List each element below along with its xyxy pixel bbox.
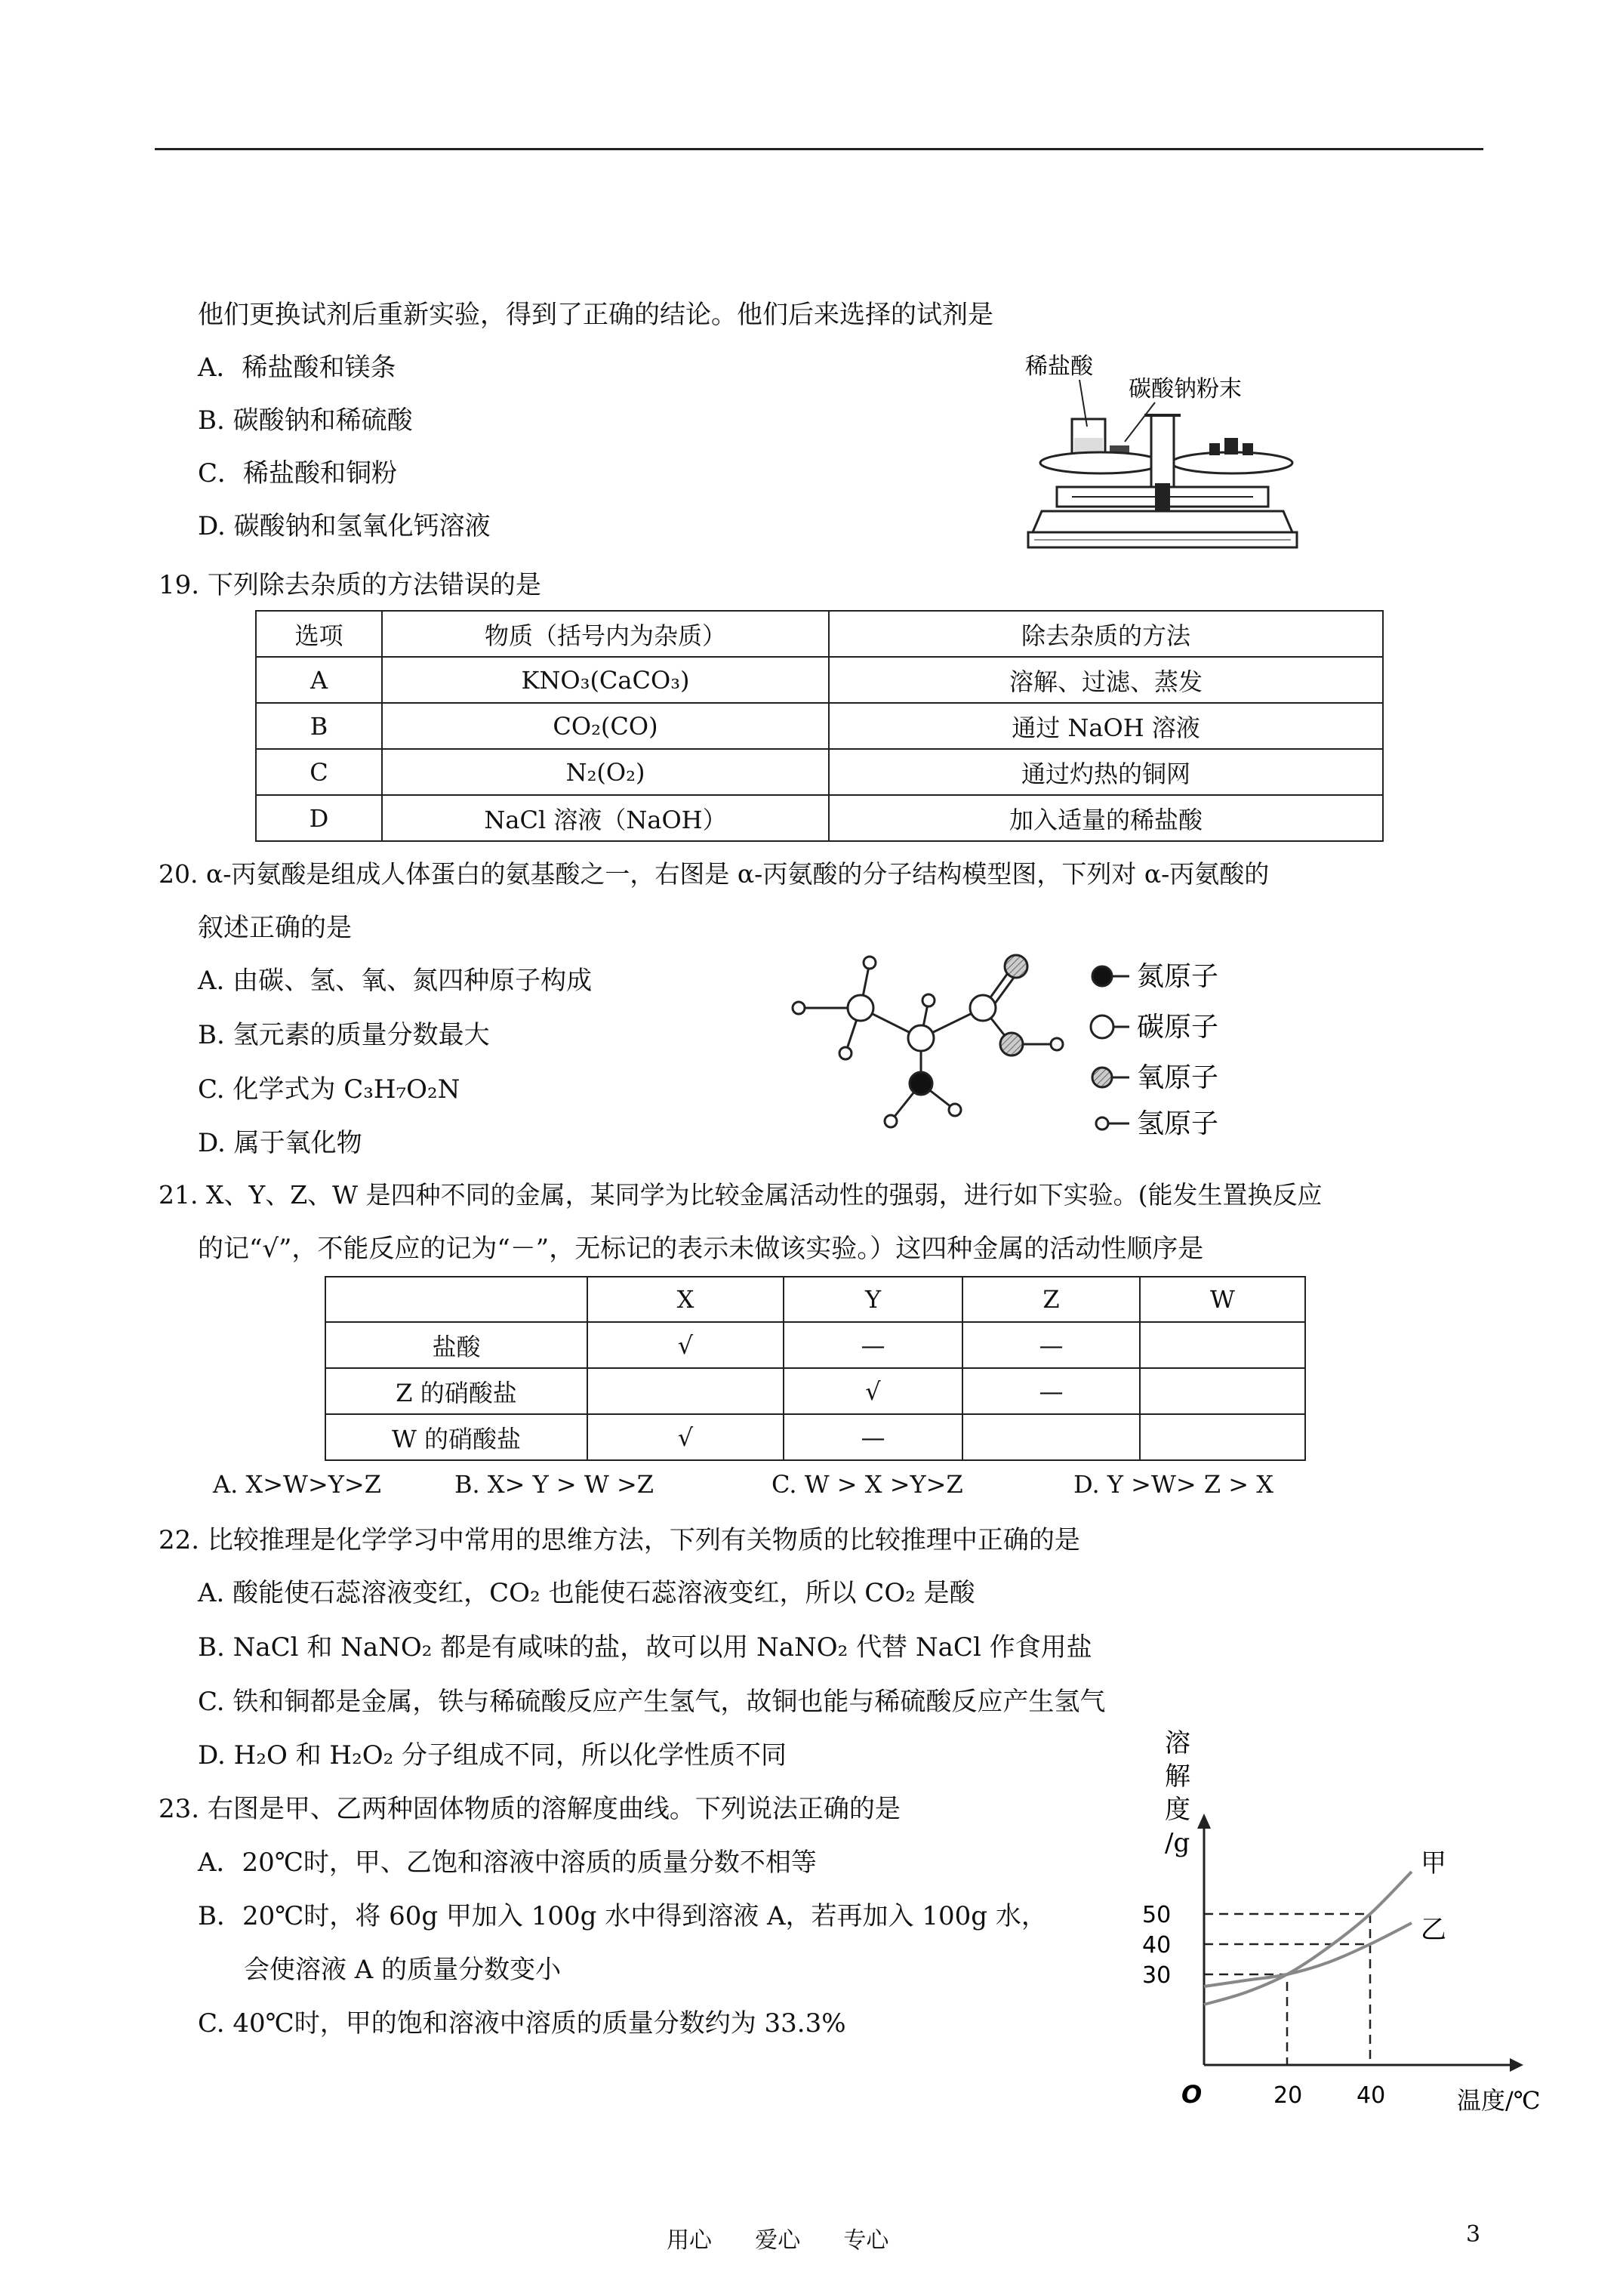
table-cell: Y [784, 1277, 962, 1322]
q22-option-b: B. NaCl 和 NaNO₂ 都是有咸味的盐，故可以用 NaNO₂ 代替 NaCl 作食用盐 [198, 1632, 1092, 1663]
q18-option-d: D. 碳酸钠和氢氧化钙溶液 [198, 511, 491, 541]
table-cell: — [962, 1368, 1140, 1414]
q21-option-b: B. X> Y > W >Z [454, 1470, 654, 1499]
q18-option-b: B. 碳酸钠和稀硫酸 [198, 405, 413, 436]
table-cell: A [256, 657, 382, 703]
q21-stem-line1: 21. X、Y、Z、W 是四种不同的金属，某同学为比较金属活动性的强弱，进行如下实验。(能发生置换反应 [159, 1180, 1323, 1210]
q21-table [325, 1276, 1306, 1461]
q19-table [255, 610, 1384, 842]
table-cell: X [587, 1277, 784, 1322]
q22-option-a: A. 酸能使石蕊溶液变红，CO₂ 也能使石蕊溶液变红，所以 CO₂ 是酸 [198, 1578, 975, 1608]
origin-label: O [1181, 2080, 1203, 2109]
label-powder: 碳酸钠粉末 [1129, 376, 1242, 402]
q20-option-b: B. 氢元素的质量分数最大 [198, 1020, 490, 1050]
table-cell [325, 1277, 587, 1322]
table-row [256, 657, 1383, 703]
y-axis-arrow [1197, 1814, 1211, 1829]
y-tick-label: 40 [1142, 1932, 1172, 1959]
series-label: 乙 [1421, 1915, 1446, 1945]
table-cell: 物质（括号内为杂质） [382, 611, 829, 657]
page-number: 3 [1466, 2221, 1481, 2248]
table-cell: W 的硝酸盐 [325, 1414, 587, 1460]
x-axis-arrow [1510, 2058, 1523, 2072]
table-cell [587, 1368, 784, 1414]
table-row [325, 1322, 1305, 1368]
table-cell: W [1140, 1277, 1305, 1322]
table-cell: NaCl 溶液（NaOH） [382, 795, 829, 841]
label-acid: 稀盐酸 [1025, 353, 1093, 380]
table-cell: B [256, 703, 382, 749]
table-cell: N₂(O₂) [382, 749, 829, 795]
q21-stem-line2: 的记“√”，不能反应的记为“－”，无标记的表示未做该实验。）这四种金属的活动性顺序是 [198, 1234, 1204, 1264]
table-cell: 除去杂质的方法 [829, 611, 1383, 657]
q23-option-b-line1: B．20℃时，将 60g 甲加入 100g 水中得到溶液 A，若再加入 100g 水， [198, 1901, 1047, 1931]
table-cell: 通过 NaOH 溶液 [829, 703, 1383, 749]
header-rule [155, 148, 1483, 150]
q18-option-c: C．稀盐酸和铜粉 [198, 458, 398, 488]
balance-figure [1012, 344, 1298, 593]
legend-oxygen: 氧原子 [1137, 1062, 1219, 1093]
table-row [325, 1277, 1305, 1322]
y-axis-label: 度 [1165, 1795, 1190, 1825]
q19-stem: 19. 下列除去杂质的方法错误的是 [159, 570, 541, 600]
table-row [256, 749, 1383, 795]
table-cell: 通过灼热的铜网 [829, 749, 1383, 795]
table-cell [962, 1414, 1140, 1460]
q23-option-a: A．20℃时，甲、乙饱和溶液中溶质的质量分数不相等 [198, 1848, 817, 1878]
q18-option-a: A．稀盐酸和镁条 [198, 353, 396, 383]
q20-option-d: D. 属于氧化物 [198, 1128, 362, 1158]
x-tick-label: 20 [1273, 2082, 1303, 2109]
table-cell [1140, 1322, 1305, 1368]
q20-option-a: A. 由碳、氢、氧、氮四种原子构成 [198, 966, 593, 996]
legend-hydrogen: 氢原子 [1137, 1108, 1219, 1139]
q21-option-d: D. Y >W> Z > X [1073, 1470, 1274, 1499]
table-row [325, 1414, 1305, 1460]
q22-option-c: C. 铁和铜都是金属，铁与稀硫酸反应产生氢气，故铜也能与稀硫酸反应产生氢气 [198, 1687, 1106, 1717]
y-axis-label: /g [1165, 1828, 1190, 1858]
q20-stem-line2: 叙述正确的是 [198, 913, 352, 943]
y-tick-label: 50 [1142, 1902, 1172, 1928]
q21-option-c: C. W > X >Y>Z [771, 1470, 963, 1499]
series-yi-curve [1204, 1923, 1412, 1986]
table-cell: 溶解、过滤、蒸发 [829, 657, 1383, 703]
q18-stem: 他们更换试剂后重新实验，得到了正确的结论。他们后来选择的试剂是 [198, 300, 993, 330]
x-axis-label: 温度/℃ [1457, 2086, 1541, 2115]
footer-motto [667, 2221, 888, 2254]
table-row [256, 703, 1383, 749]
legend-carbon: 碳原子 [1137, 1012, 1219, 1043]
table-cell: √ [587, 1414, 784, 1460]
q22-stem: 22. 比较推理是化学学习中常用的思维方法，下列有关物质的比较推理中正确的是 [159, 1525, 1080, 1555]
table-cell: — [784, 1322, 962, 1368]
guide-line-30 [1204, 1974, 1287, 2065]
footer-text: 用心 爱心 专心 [667, 2227, 889, 2254]
solubility-chart [1132, 1729, 1555, 2122]
alanine-molecule-figure [785, 948, 1306, 1144]
table-row [325, 1368, 1305, 1414]
x-tick-label: 40 [1357, 2082, 1386, 2109]
table-cell: 加入适量的稀盐酸 [829, 795, 1383, 841]
q23-stem: 23. 右图是甲、乙两种固体物质的溶解度曲线。下列说法正确的是 [159, 1794, 901, 1824]
table-row [256, 611, 1383, 657]
table-cell: CO₂(CO) [382, 703, 829, 749]
q23-option-c: C. 40℃时，甲的饱和溶液中溶质的质量分数约为 33.3% [198, 2008, 846, 2039]
table-row [256, 795, 1383, 841]
table-cell: 盐酸 [325, 1322, 587, 1368]
table-cell: D [256, 795, 382, 841]
y-axis-label: 解 [1165, 1761, 1190, 1792]
table-cell: — [784, 1414, 962, 1460]
table-cell: KNO₃(CaCO₃) [382, 657, 829, 703]
q23-option-b-line2: 会使溶液 A 的质量分数变小 [244, 1955, 562, 1985]
table-cell: — [962, 1322, 1140, 1368]
q21-option-a: A. X>W>Y>Z [213, 1470, 381, 1499]
y-tick-label: 30 [1142, 1962, 1172, 1989]
table-cell: Z 的硝酸盐 [325, 1368, 587, 1414]
table-cell: C [256, 749, 382, 795]
table-cell: √ [587, 1322, 784, 1368]
y-axis-label: 溶 [1165, 1729, 1190, 1758]
table-cell: √ [784, 1368, 962, 1414]
q20-stem-line1: 20. α-丙氨酸是组成人体蛋白的氨基酸之一，右图是 α-丙氨酸的分子结构模型图，下列对 α-丙氨酸的 [159, 859, 1270, 889]
table-cell [1140, 1414, 1305, 1460]
table-cell: Z [962, 1277, 1140, 1322]
legend-nitrogen: 氮原子 [1137, 961, 1219, 992]
table-cell: 选项 [256, 611, 382, 657]
table-cell [1140, 1368, 1305, 1414]
q22-option-d: D. H₂O 和 H₂O₂ 分子组成不同，所以化学性质不同 [198, 1740, 787, 1771]
series-label: 甲 [1421, 1848, 1446, 1878]
q20-option-c: C. 化学式为 C₃H₇O₂N [198, 1074, 460, 1105]
